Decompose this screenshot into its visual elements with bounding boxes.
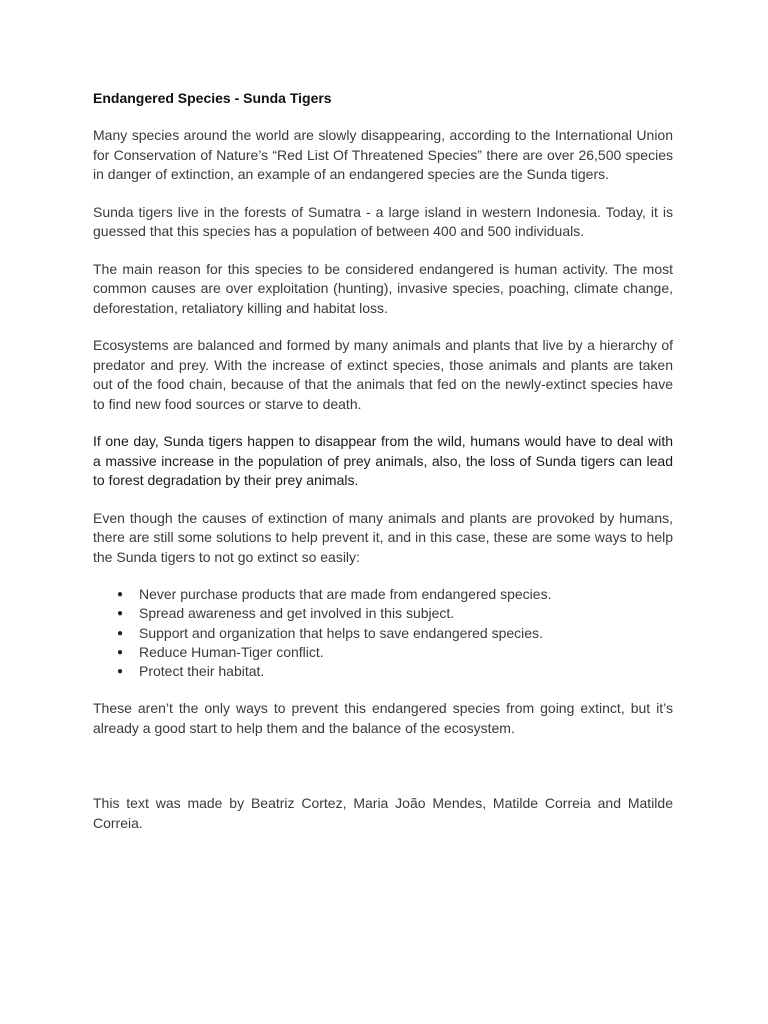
paragraph-closing: These aren’t the only ways to prevent this endangered species from going extinct, but it’s already a good start to help them and the balance of the ecosystem. [93, 700, 673, 736]
list-item-text: Protect their habitat. [139, 663, 265, 680]
paragraph-ecosystem: Ecosystems are balanced and formed by many animals and plants that live by a hierarchy of predator and prey. With the increase of extinct species, those animals and plants are taken out of the food chain, because of that the animals that fed on the newly-extinct species have to find new food sources or starve to death. [93, 337, 673, 412]
list-item [117, 662, 673, 681]
document-page [93, 88, 673, 851]
paragraph-intro: Many species around the world are slowly disappearing, according to the International Union for Conservation of Nature’s “Red List Of Threatened Species” there are over 26,500 species in danger of extinction, an example of an endangered species are the Sunda tigers. [93, 127, 673, 182]
list-item [117, 643, 673, 662]
list-item [117, 624, 673, 643]
blank-space [93, 756, 673, 794]
paragraph-consequences: If one day, Sunda tigers happen to disappear from the wild, humans would have to deal with a massive increase in the population of prey animals, also, the loss of Sunda tigers can lead to forest degradation by their prey animals. [93, 433, 673, 488]
paragraph-solutions-intro: Even though the causes of extinction of many animals and plants are provoked by humans, there are still some solutions to help prevent it, and in this case, these are some ways to help the Sunda tigers to not go extinct so easily: [93, 509, 673, 565]
bullet-icon: ● [117, 589, 124, 600]
paragraph-habitat: Sunda tigers live in the forests of Sumatra - a large island in western Indonesia. Today, it is guessed that this species has a population of between 400 and 500 individuals. [93, 203, 673, 239]
list-item-text: Never purchase products that are made from endangered species. [139, 586, 552, 602]
bullet-icon: ● [117, 608, 124, 620]
bullet-icon: ● [117, 646, 124, 658]
paragraph-causes: The main reason for this species to be considered endangered is human activity. The most common causes are over exploitation (hunting), invasive species, poaching, climate change, deforestation, retaliatory killing and habitat loss. [93, 260, 673, 316]
list-item-text: Spread awareness and get involved in this subject. [139, 605, 455, 622]
list-item-text: Reduce Human-Tiger conflict. [139, 643, 324, 660]
solutions-list [93, 585, 673, 681]
bullet-icon: ● [117, 627, 124, 639]
document-title: Endangered Species - Sunda Tigers [93, 90, 332, 106]
bullet-icon: ● [117, 666, 124, 678]
list-item-text: Support and organization that helps to save endangered species. [139, 624, 543, 641]
list-item [117, 604, 673, 623]
list-item [117, 585, 673, 604]
paragraph-credit: This text was made by Beatriz Cortez, Maria João Mendes, Matilde Correia and Matilde Correia. [93, 795, 673, 831]
